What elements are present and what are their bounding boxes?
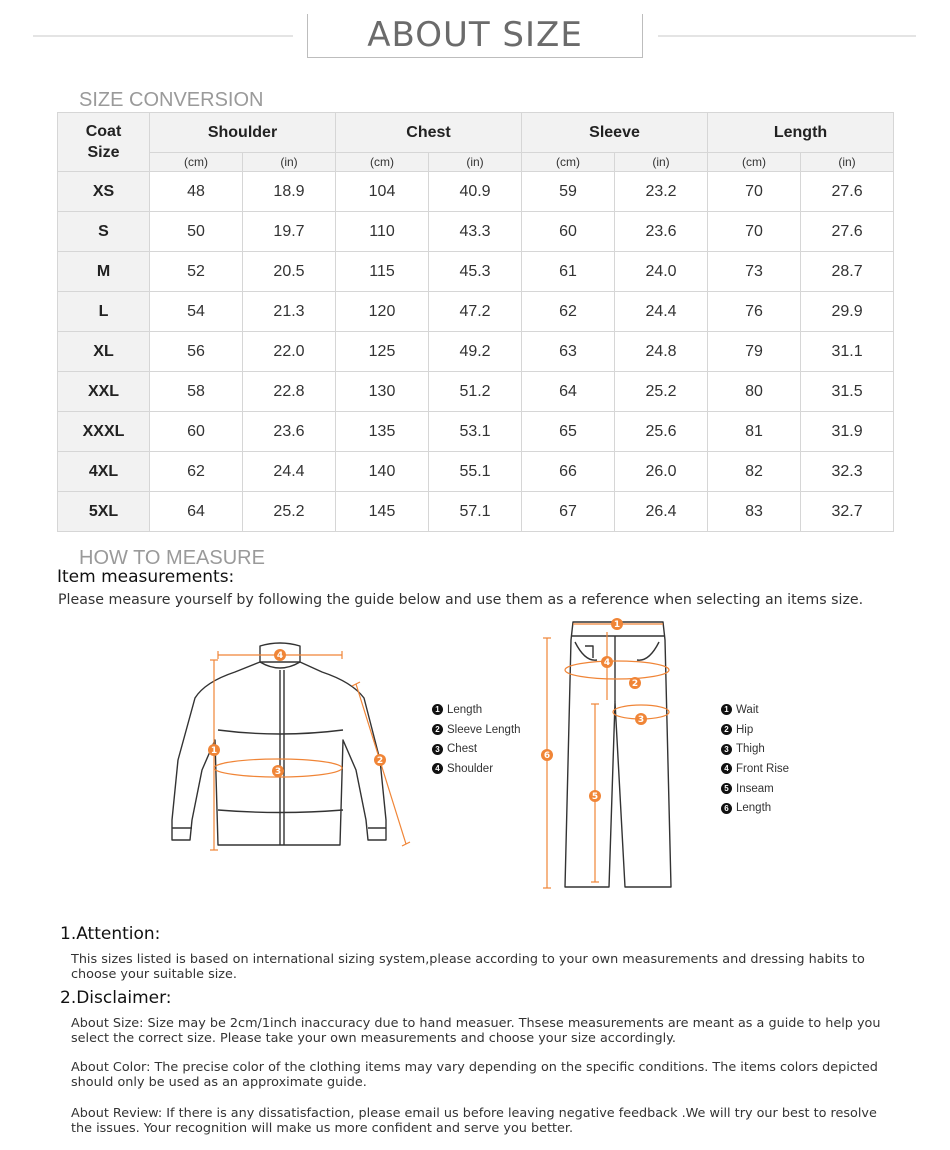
measurement-cell: 24.4 <box>243 452 336 492</box>
measurement-cell: 32.7 <box>801 492 894 532</box>
measurement-cell: 60 <box>522 212 615 252</box>
size-cell: XXXL <box>58 412 150 452</box>
legend-number: 3 <box>432 744 443 755</box>
table-unit-row <box>58 153 894 172</box>
shoulder-header: Shoulder <box>150 113 336 153</box>
legend-label: Front Rise <box>736 762 790 775</box>
size-table <box>57 112 894 532</box>
svg-text:5: 5 <box>591 792 599 802</box>
legend-label: Length <box>447 703 483 716</box>
legend-number: 4 <box>432 763 443 774</box>
measurement-cell: 40.9 <box>429 172 522 212</box>
measurement-cell: 25.2 <box>243 492 336 532</box>
jacket-diagram <box>160 640 420 860</box>
svg-text:4: 4 <box>603 658 611 668</box>
measurement-cell: 22.8 <box>243 372 336 412</box>
table-row <box>58 412 894 452</box>
size-cell: 5XL <box>58 492 150 532</box>
header-divider-left <box>33 35 293 37</box>
unit-header: (cm) <box>708 153 801 172</box>
measurement-cell: 25.6 <box>615 412 708 452</box>
size-cell: XS <box>58 172 150 212</box>
legend-number: 4 <box>721 763 732 774</box>
measurement-cell: 28.7 <box>801 252 894 292</box>
attention-text: This sizes listed is based on international sizing system,please according to your own measurements and dressing habits to choose your suitable size. <box>71 952 865 982</box>
measurement-cell: 120 <box>336 292 429 332</box>
legend-label: Wait <box>736 703 759 716</box>
svg-text:2: 2 <box>631 679 639 689</box>
measurement-cell: 22.0 <box>243 332 336 372</box>
measurement-cell: 58 <box>150 372 243 412</box>
measurement-cell: 45.3 <box>429 252 522 292</box>
legend-number: 1 <box>432 704 443 715</box>
unit-header: (cm) <box>150 153 243 172</box>
pants-markers <box>541 618 647 802</box>
measurement-cell: 62 <box>522 292 615 332</box>
measurement-cell: 51.2 <box>429 372 522 412</box>
jacket-legend <box>432 700 521 779</box>
measurement-cell: 21.3 <box>243 292 336 332</box>
legend-item <box>432 759 521 779</box>
item-measurements-text: Please measure yourself by following the guide below and use them as a reference when selecting an items size. <box>58 592 864 608</box>
legend-item <box>721 779 789 799</box>
legend-number: 5 <box>721 783 732 794</box>
measurement-cell: 24.0 <box>615 252 708 292</box>
legend-item <box>432 739 521 759</box>
unit-header: (in) <box>615 153 708 172</box>
measurement-cell: 56 <box>150 332 243 372</box>
table-row <box>58 172 894 212</box>
measurement-cell: 52 <box>150 252 243 292</box>
measurement-cell: 62 <box>150 452 243 492</box>
legend-item <box>721 700 789 720</box>
size-cell: L <box>58 292 150 332</box>
unit-header: (cm) <box>336 153 429 172</box>
measurement-cell: 76 <box>708 292 801 332</box>
coat-size-header-line1: Coat <box>85 123 122 140</box>
measurement-cell: 26.0 <box>615 452 708 492</box>
measurement-cell: 110 <box>336 212 429 252</box>
measurement-cell: 27.6 <box>801 212 894 252</box>
legend-item <box>432 700 521 720</box>
table-row <box>58 252 894 292</box>
table-header-row <box>58 113 894 153</box>
measurement-cell: 135 <box>336 412 429 452</box>
legend-label: Inseam <box>736 782 774 795</box>
measurement-cell: 49.2 <box>429 332 522 372</box>
measurement-cell: 25.2 <box>615 372 708 412</box>
chest-header: Chest <box>336 113 522 153</box>
length-header: Length <box>708 113 894 153</box>
measurement-cell: 64 <box>150 492 243 532</box>
svg-text:4: 4 <box>276 651 284 661</box>
coat-size-header-line2: Size <box>87 144 120 161</box>
legend-item <box>432 720 521 740</box>
size-conversion-label: SIZE CONVERSION <box>79 89 264 111</box>
table-row <box>58 292 894 332</box>
legend-label: Hip <box>736 723 754 736</box>
measurement-cell: 32.3 <box>801 452 894 492</box>
table-row <box>58 492 894 532</box>
disclaimer-color-text: About Color: The precise color of the clothing items may vary depending on the specific conditions. The items colors depicted should only be used as an approximate guide. <box>71 1060 878 1090</box>
measurement-cell: 66 <box>522 452 615 492</box>
size-cell: M <box>58 252 150 292</box>
legend-item <box>721 739 789 759</box>
legend-item <box>721 798 789 818</box>
measurement-cell: 24.8 <box>615 332 708 372</box>
unit-header: (cm) <box>522 153 615 172</box>
measurement-cell: 115 <box>336 252 429 292</box>
page-title: ABOUT SIZE <box>367 15 583 55</box>
measurement-cell: 26.4 <box>615 492 708 532</box>
size-cell: XXL <box>58 372 150 412</box>
measurement-cell: 83 <box>708 492 801 532</box>
measurement-cell: 64 <box>522 372 615 412</box>
measurement-cell: 140 <box>336 452 429 492</box>
table-row <box>58 372 894 412</box>
coat-size-header <box>58 113 150 172</box>
legend-item <box>721 759 789 779</box>
item-measurements-heading: Item measurements: <box>57 567 235 587</box>
svg-text:3: 3 <box>637 715 645 725</box>
measurement-cell: 29.9 <box>801 292 894 332</box>
measurement-cell: 54 <box>150 292 243 332</box>
measurement-cell: 80 <box>708 372 801 412</box>
sleeve-header: Sleeve <box>522 113 708 153</box>
legend-item <box>721 720 789 740</box>
measurement-cell: 47.2 <box>429 292 522 332</box>
legend-number: 3 <box>721 744 732 755</box>
legend-number: 6 <box>721 803 732 814</box>
measurement-cell: 27.6 <box>801 172 894 212</box>
measurement-cell: 50 <box>150 212 243 252</box>
measurement-cell: 125 <box>336 332 429 372</box>
measurement-cell: 57.1 <box>429 492 522 532</box>
measurement-cell: 67 <box>522 492 615 532</box>
svg-text:6: 6 <box>543 751 551 761</box>
measurement-cell: 130 <box>336 372 429 412</box>
measurement-cell: 31.5 <box>801 372 894 412</box>
disclaimer-heading: 2.Disclaimer: <box>60 988 172 1008</box>
pants-legend <box>721 700 789 818</box>
measurement-cell: 23.6 <box>243 412 336 452</box>
unit-header: (in) <box>429 153 522 172</box>
measurement-cell: 73 <box>708 252 801 292</box>
attention-heading: 1.Attention: <box>60 924 161 944</box>
svg-text:1: 1 <box>613 620 621 630</box>
legend-label: Length <box>736 802 772 815</box>
measurement-cell: 70 <box>708 172 801 212</box>
how-to-measure-label: HOW TO MEASURE <box>79 547 265 569</box>
measurement-cell: 79 <box>708 332 801 372</box>
legend-number: 2 <box>721 724 732 735</box>
measurement-cell: 19.7 <box>243 212 336 252</box>
table-row <box>58 452 894 492</box>
measurement-cell: 23.2 <box>615 172 708 212</box>
measurement-cell: 145 <box>336 492 429 532</box>
size-cell: XL <box>58 332 150 372</box>
measurement-cell: 48 <box>150 172 243 212</box>
measurement-cell: 65 <box>522 412 615 452</box>
measurement-cell: 104 <box>336 172 429 212</box>
legend-label: Sleeve Length <box>447 723 521 736</box>
measurement-cell: 53.1 <box>429 412 522 452</box>
legend-label: Thigh <box>736 743 765 756</box>
measurement-cell: 18.9 <box>243 172 336 212</box>
legend-number: 2 <box>432 724 443 735</box>
measurement-cell: 31.1 <box>801 332 894 372</box>
measurement-cell: 82 <box>708 452 801 492</box>
unit-header: (in) <box>801 153 894 172</box>
jacket-markers <box>208 649 386 777</box>
measurement-cell: 23.6 <box>615 212 708 252</box>
measurement-cell: 81 <box>708 412 801 452</box>
measurement-cell: 63 <box>522 332 615 372</box>
table-row <box>58 212 894 252</box>
legend-number: 1 <box>721 704 732 715</box>
size-cell: 4XL <box>58 452 150 492</box>
svg-text:3: 3 <box>274 767 282 777</box>
legend-label: Shoulder <box>447 762 494 775</box>
unit-header: (in) <box>243 153 336 172</box>
measurement-cell: 43.3 <box>429 212 522 252</box>
svg-text:2: 2 <box>376 756 384 766</box>
measurement-cell: 60 <box>150 412 243 452</box>
table-row <box>58 332 894 372</box>
header-divider-right <box>658 35 916 37</box>
legend-label: Chest <box>447 743 478 756</box>
size-cell: S <box>58 212 150 252</box>
pants-diagram <box>535 612 685 892</box>
measurement-cell: 61 <box>522 252 615 292</box>
measurement-cell: 70 <box>708 212 801 252</box>
measurement-cell: 55.1 <box>429 452 522 492</box>
disclaimer-size-text: About Size: Size may be 2cm/1inch inaccuracy due to hand measuer. Thsese measurements are meant as a guide to help you select the correct size. Please take your own measurements and choose your size accordingly. <box>71 1016 881 1046</box>
measurement-cell: 31.9 <box>801 412 894 452</box>
measurement-cell: 24.4 <box>615 292 708 332</box>
measurement-cell: 59 <box>522 172 615 212</box>
measurement-cell: 20.5 <box>243 252 336 292</box>
svg-text:1: 1 <box>210 746 218 756</box>
disclaimer-review-text: About Review: If there is any dissatisfaction, please email us before leaving negative feedback .We will try our best to resolve the issues. Your recognition will make us more confident and serve you better. <box>71 1106 877 1136</box>
